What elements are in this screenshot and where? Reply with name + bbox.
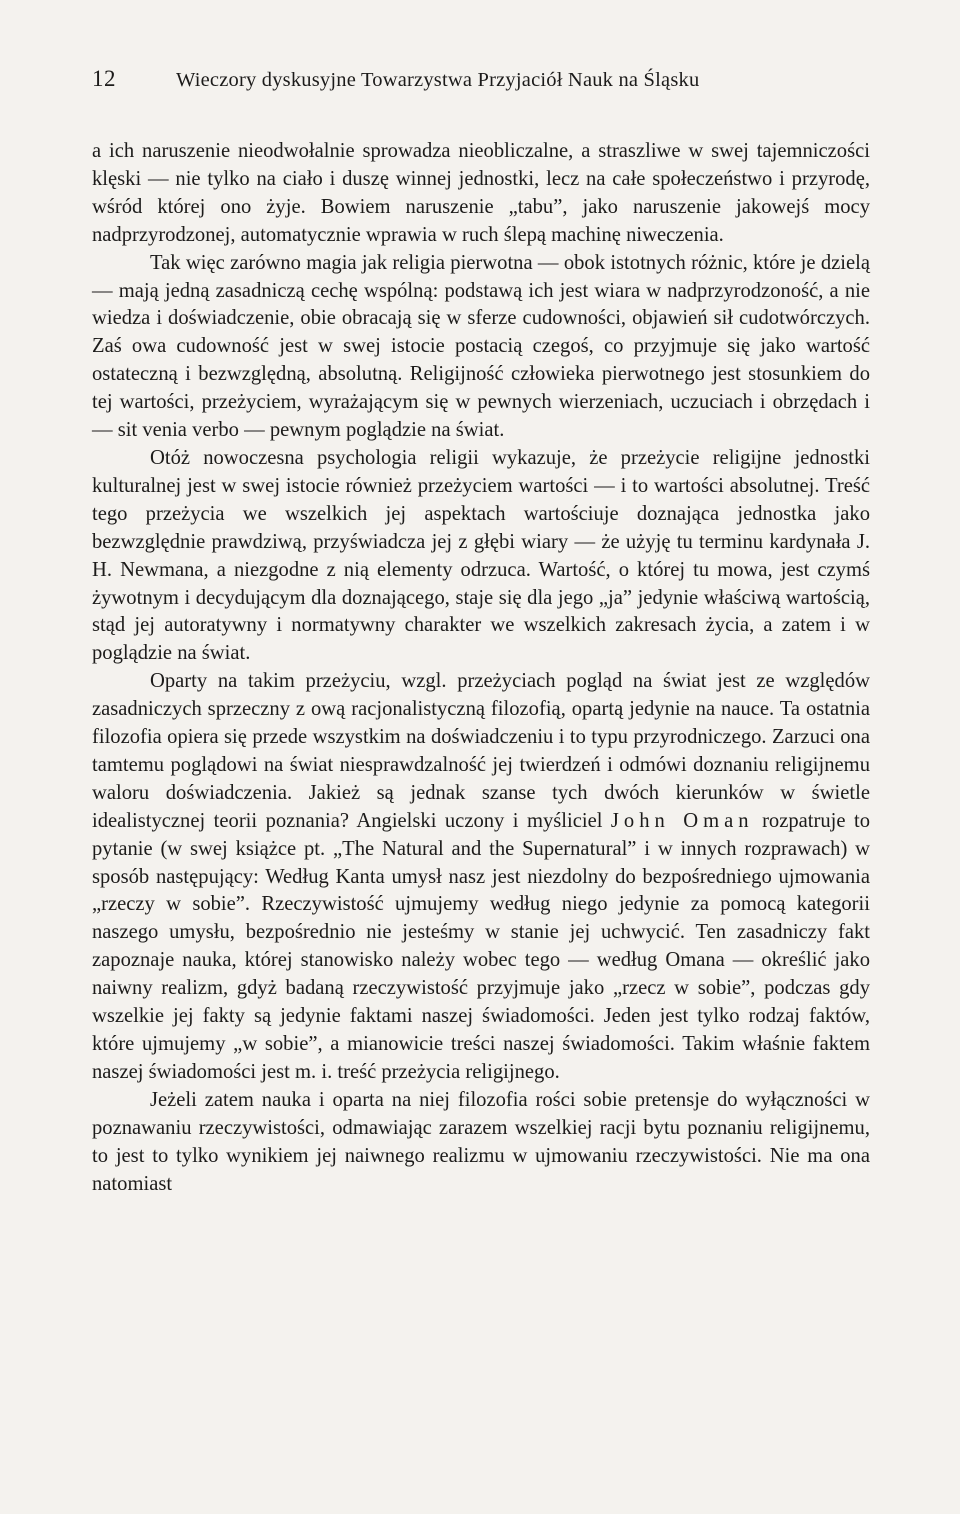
- running-head: Wieczory dyskusyjne Towarzystwa Przyjaciół Nauk na Śląsku: [176, 69, 700, 91]
- paragraph: [92, 668, 870, 1087]
- page-number: 12: [92, 66, 116, 91]
- paragraph-text: Oparty na takim przeżyciu, wzgl. przeżyciach pogląd na świat jest ze względów zasadniczych sprzeczny z ową racjonalistyczną filozofią, opartą jedynie na nauce. Ta ostatnia filozofia opiera się przede wszystkim na doświadczeniu i to typu przyrodniczego. Zarzuci ona tamtemu poglądowi na świat niesprawdzalność jej twierdzeń i odmówi doznaniu religijnemu waloru doświadczenia. Jakież są jednak szanse tych dwóch kierunków w świetle idealistycznej teorii poznania? Angielski uczony i myśliciel: [92, 670, 870, 832]
- paragraph: Tak więc zarówno magia jak religia pierwotna — obok istotnych różnic, które je dzielą — mają jedną zasadniczą cechę wspólną: podstawą ich jest wiara w nadprzyrodzoność, a nie wiedza i doświadczenie, obie obracają się w sferze cudowności, objawień sił cudotwórczych. Zaś owa cudowność jest w swej istocie postacią czegoś, co przyjmuje się jako wartość ostateczną i bezwzględną, absolutną. Religijność człowieka pierwotnego jest stosunkiem do tej wartości, przeżyciem, wyrażającym się w pewnych wierzeniach, uczuciach i obrzędach i — sit venia verbo — pewnym poglądzie na świat.: [92, 251, 870, 442]
- book-page: [92, 66, 870, 1198]
- author-name-spaced: John Oman: [610, 809, 754, 832]
- paragraph: a ich naruszenie nieodwołalnie sprowadza nieobliczalne, a straszliwe w swej tajemniczości klęski — nie tylko na ciało i duszę winnej jednostki, lecz na całe społeczeństwo i przyrodę, wśród której ono żyje. Bowiem naruszenie „tabu”, jako naruszenie jakowejś mocy nadprzyrodzonej, automatycznie wprawia w ruch ślepą machinę niweczenia.: [92, 140, 870, 246]
- page-header: [92, 66, 870, 106]
- body-text: [92, 138, 870, 1198]
- paragraph-text: rozpatruje to pytanie (w swej książce pt. „The Natural and the Supernatural” i w innych rozprawach) w sposób następujący: Według Kanta umysł nasz jest niezdolny do bezpośredniego ujmowania „rzeczy w sobie”. Rzeczywistość ujmujemy według niego jedynie za pomocą kategorii naszego umysłu, bezpośrednio nie jesteśmy w stanie jej uchwycić. Ten zasadniczy fakt zapoznaje nauka, której stanowisko należy wobec tego — według Omana — określić jako naiwny realizm, gdyż badaną rzeczywistość przyjmuje jako „rzecz w sobie”, podczas gdy wszelkie jej fakty są jedynie faktami naszej świadomości. Jeden jest tylko rodzaj faktów, które ujmujemy „w sobie”, a mianowicie treści naszej świadomości. Takim właśnie faktem naszej świadomości jest m. i. treść przeżycia religijnego.: [92, 809, 870, 1083]
- paragraph: Jeżeli zatem nauka i oparta na niej filozofia rości sobie pretensje do wyłączności w poznawaniu rzeczywistości, odmawiając zarazem wszelkiej racji bytu poznaniu religijnemu, to jest to tylko wynikiem jej naiwnego realizmu w ujmowaniu rzeczywistości. Nie ma ona natomiast: [92, 1088, 870, 1195]
- paragraph: Otóż nowoczesna psychologia religii wykazuje, że przeżycie religijne jednostki kulturalnej jest w swej istocie również przeżyciem wartości — i to wartości absolutnej. Treść tego przeżycia we wszelkich jej aspektach wartościuje doznająca jednostka jako bezwzględnie prawdziwą, przyświadcza jej z głębi wiary — że użyję tu terminu kardynała J. H. Newmana, a niezgodne z nią elementy odrzuca. Wartość, o której tu mowa, jest czymś żywotnym i decydującym dla doznającego, staje się dla jego „ja” jedynie właściwą wartością, stąd jej autoratywny i normatywny charakter we wszelkich zakresach życia, a zatem i w poglądzie na świat.: [92, 446, 870, 665]
